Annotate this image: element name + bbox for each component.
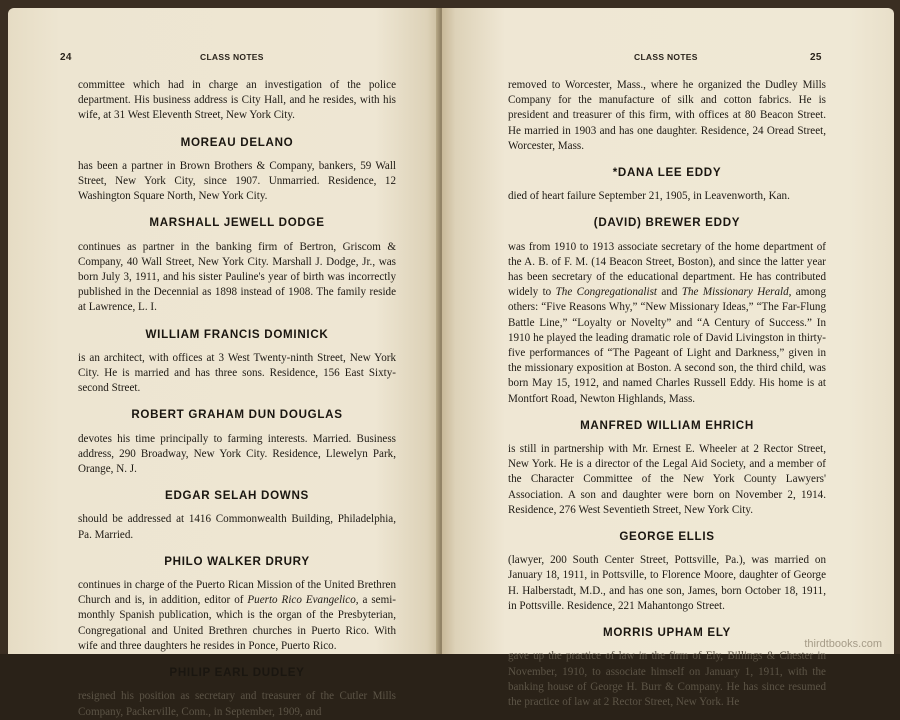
entry-text: devotes his time principally to farming interests. Married. Business address, 290 Broadway, New York City. Residence, Llewelyn Park, Orange, N. J. xyxy=(78,432,396,476)
entry-text xyxy=(508,240,826,407)
entry-text: died of heart failure September 21, 1905, in Leavenworth, Kan. xyxy=(508,190,790,203)
entry-name: ROBERT GRAHAM DUN DOUGLAS xyxy=(131,408,343,422)
entry-text-part: and xyxy=(657,286,682,299)
entry-text: is still in partnership with Mr. Ernest E. Wheeler at 2 Rector Street, New York. He is a director of the Legal Aid Society, and a member of the Character Committee of the New York County Lawyers' Association. A son and daughter were born on November 2, 1914. Residence, 276 West Seventieth Street, New York City. xyxy=(508,443,826,516)
continued-paragraph: removed to Worcester, Mass., where he organized the Dudley Mills Company for the manufacture of silk and cotton fabrics. He is president and treasurer of this firm, with offices at 80 Beacon Street. He married in 1903 and has one daughter. Residence, 24 Oread Street, Worcester, Mass. xyxy=(508,79,826,152)
entry-text-part: was from 1910 to 1913 associate secretary of the home department of the A. B. of F. M. (14 Beacon Street, Boston), and since the latter year has been secretary of the educational department. He has contributed widely to xyxy=(508,240,826,299)
right-page xyxy=(442,8,894,708)
entry-text: should be addressed at 1416 Commonwealth Building, Philadelphia, Pa. Married. xyxy=(78,513,396,541)
entry-text: continues as partner in the banking firm of Bertron, Griscom & Company, 40 Wall Street, New York City. Marshall J. Dodge, Jr., was born July 3, 1911, and his sister Pauline's year of birth was incorrectly published in the Decennial as 1898 instead of 1908. The family reside at Lawrence, L. I. xyxy=(78,240,396,314)
publication-title: The Missionary Herald, xyxy=(681,286,792,299)
entry-text: is an architect, with offices at 3 West Twenty-ninth Street, New York City. He is married and has three sons. Residence, 156 East Sixty-second Street. xyxy=(78,351,396,395)
left-page xyxy=(8,8,440,718)
entry-name: EDGAR SELAH DOWNS xyxy=(165,489,309,503)
running-head: CLASS NOTES xyxy=(200,52,264,62)
entry-text: has been a partner in Brown Brothers & Company, bankers, 59 Wall Street, New York City, since 1907. Unmarried. Residence, 12 Washington Square North, New York City. xyxy=(78,159,396,203)
entry-name: MANFRED WILLIAM EHRICH xyxy=(580,418,754,432)
entry-name: MARSHALL JEWELL DODGE xyxy=(149,216,325,230)
page-number: 24 xyxy=(60,52,72,63)
left-page-text xyxy=(78,78,396,720)
watermark: thirdtbooks.com xyxy=(804,638,882,650)
entry-name: PHILIP EARL DUDLEY xyxy=(169,666,305,680)
entry-text-part: among others: “Five Reasons Why,” “New Missionary Ideas,” “The Far-Flung Battle Line,” “Loyalty or Novelty” and “A Century of Success.” In 1910 he played the leading dramatic role of David Livingston in thirty-five performances of “The Pageant of Light and Darkness,” given in the missionary exposition at Boston. A second son, the third child, was born May 15, 1912, and named Charles Russell Eddy. His home is at Montfort Road, Newton Highlands, Mass. xyxy=(508,286,827,405)
entry-name: WILLIAM FRANCIS DOMINICK xyxy=(145,327,329,341)
entry-name: *DANA LEE EDDY xyxy=(612,166,722,180)
entry-text-part: a semi-monthly Spanish publication, which is the organ of the Presbyterian, Congregational and United Brethren churches in Puerto Rico. With wife and three daughters he resides in Ponce, Puerto Rico. xyxy=(78,594,396,652)
running-head: CLASS NOTES xyxy=(634,52,698,62)
entry-name: MOREAU DELANO xyxy=(180,135,294,149)
entry-text: (lawyer, 200 South Center Street, Pottsville, Pa.), was married on January 18, 1911, in Pottsville, to Florence Moore, daughter of George H. Halberstadt, M.D., and has one son, James, born October 18, 1911, in Pottsville. Residence, 221 Mahantongo Street. xyxy=(508,554,826,612)
entry-name: (DAVID) BREWER EDDY xyxy=(593,216,741,230)
entry-text: resigned his position as secretary and treasurer of the Cutler Mills Company, Packerville, Conn., in September, 1909, and xyxy=(78,690,396,718)
publication-title: Puerto Rico Evangelico, xyxy=(247,594,359,607)
entry-text: gave up the practice of law in the firm of Ely, Billings & Chester in November, 1910, to associate himself on January 1, 1911, with the banking house of George H. Burr & Company. He has since resumed the practice of law at 2 Rector Street, New York. He xyxy=(508,650,826,708)
entry-text xyxy=(78,578,396,654)
entry-name: PHILO WALKER DRURY xyxy=(164,554,310,568)
entry-name: GEORGE ELLIS xyxy=(619,530,715,544)
publication-title: The Congregationalist xyxy=(555,286,657,299)
page-number: 25 xyxy=(810,52,822,63)
right-page-text xyxy=(508,78,826,710)
entry-text-part: continues in charge of the Puerto Rican Mission of the United Brethren Church and is, in addition, editor of xyxy=(78,579,396,607)
entry-name: MORRIS UPHAM ELY xyxy=(602,626,731,640)
continued-paragraph: committee which had in charge an investigation of the police department. His business address is City Hall, and he resides, with his wife, at 31 West Eleventh Street, New York City. xyxy=(78,79,396,122)
